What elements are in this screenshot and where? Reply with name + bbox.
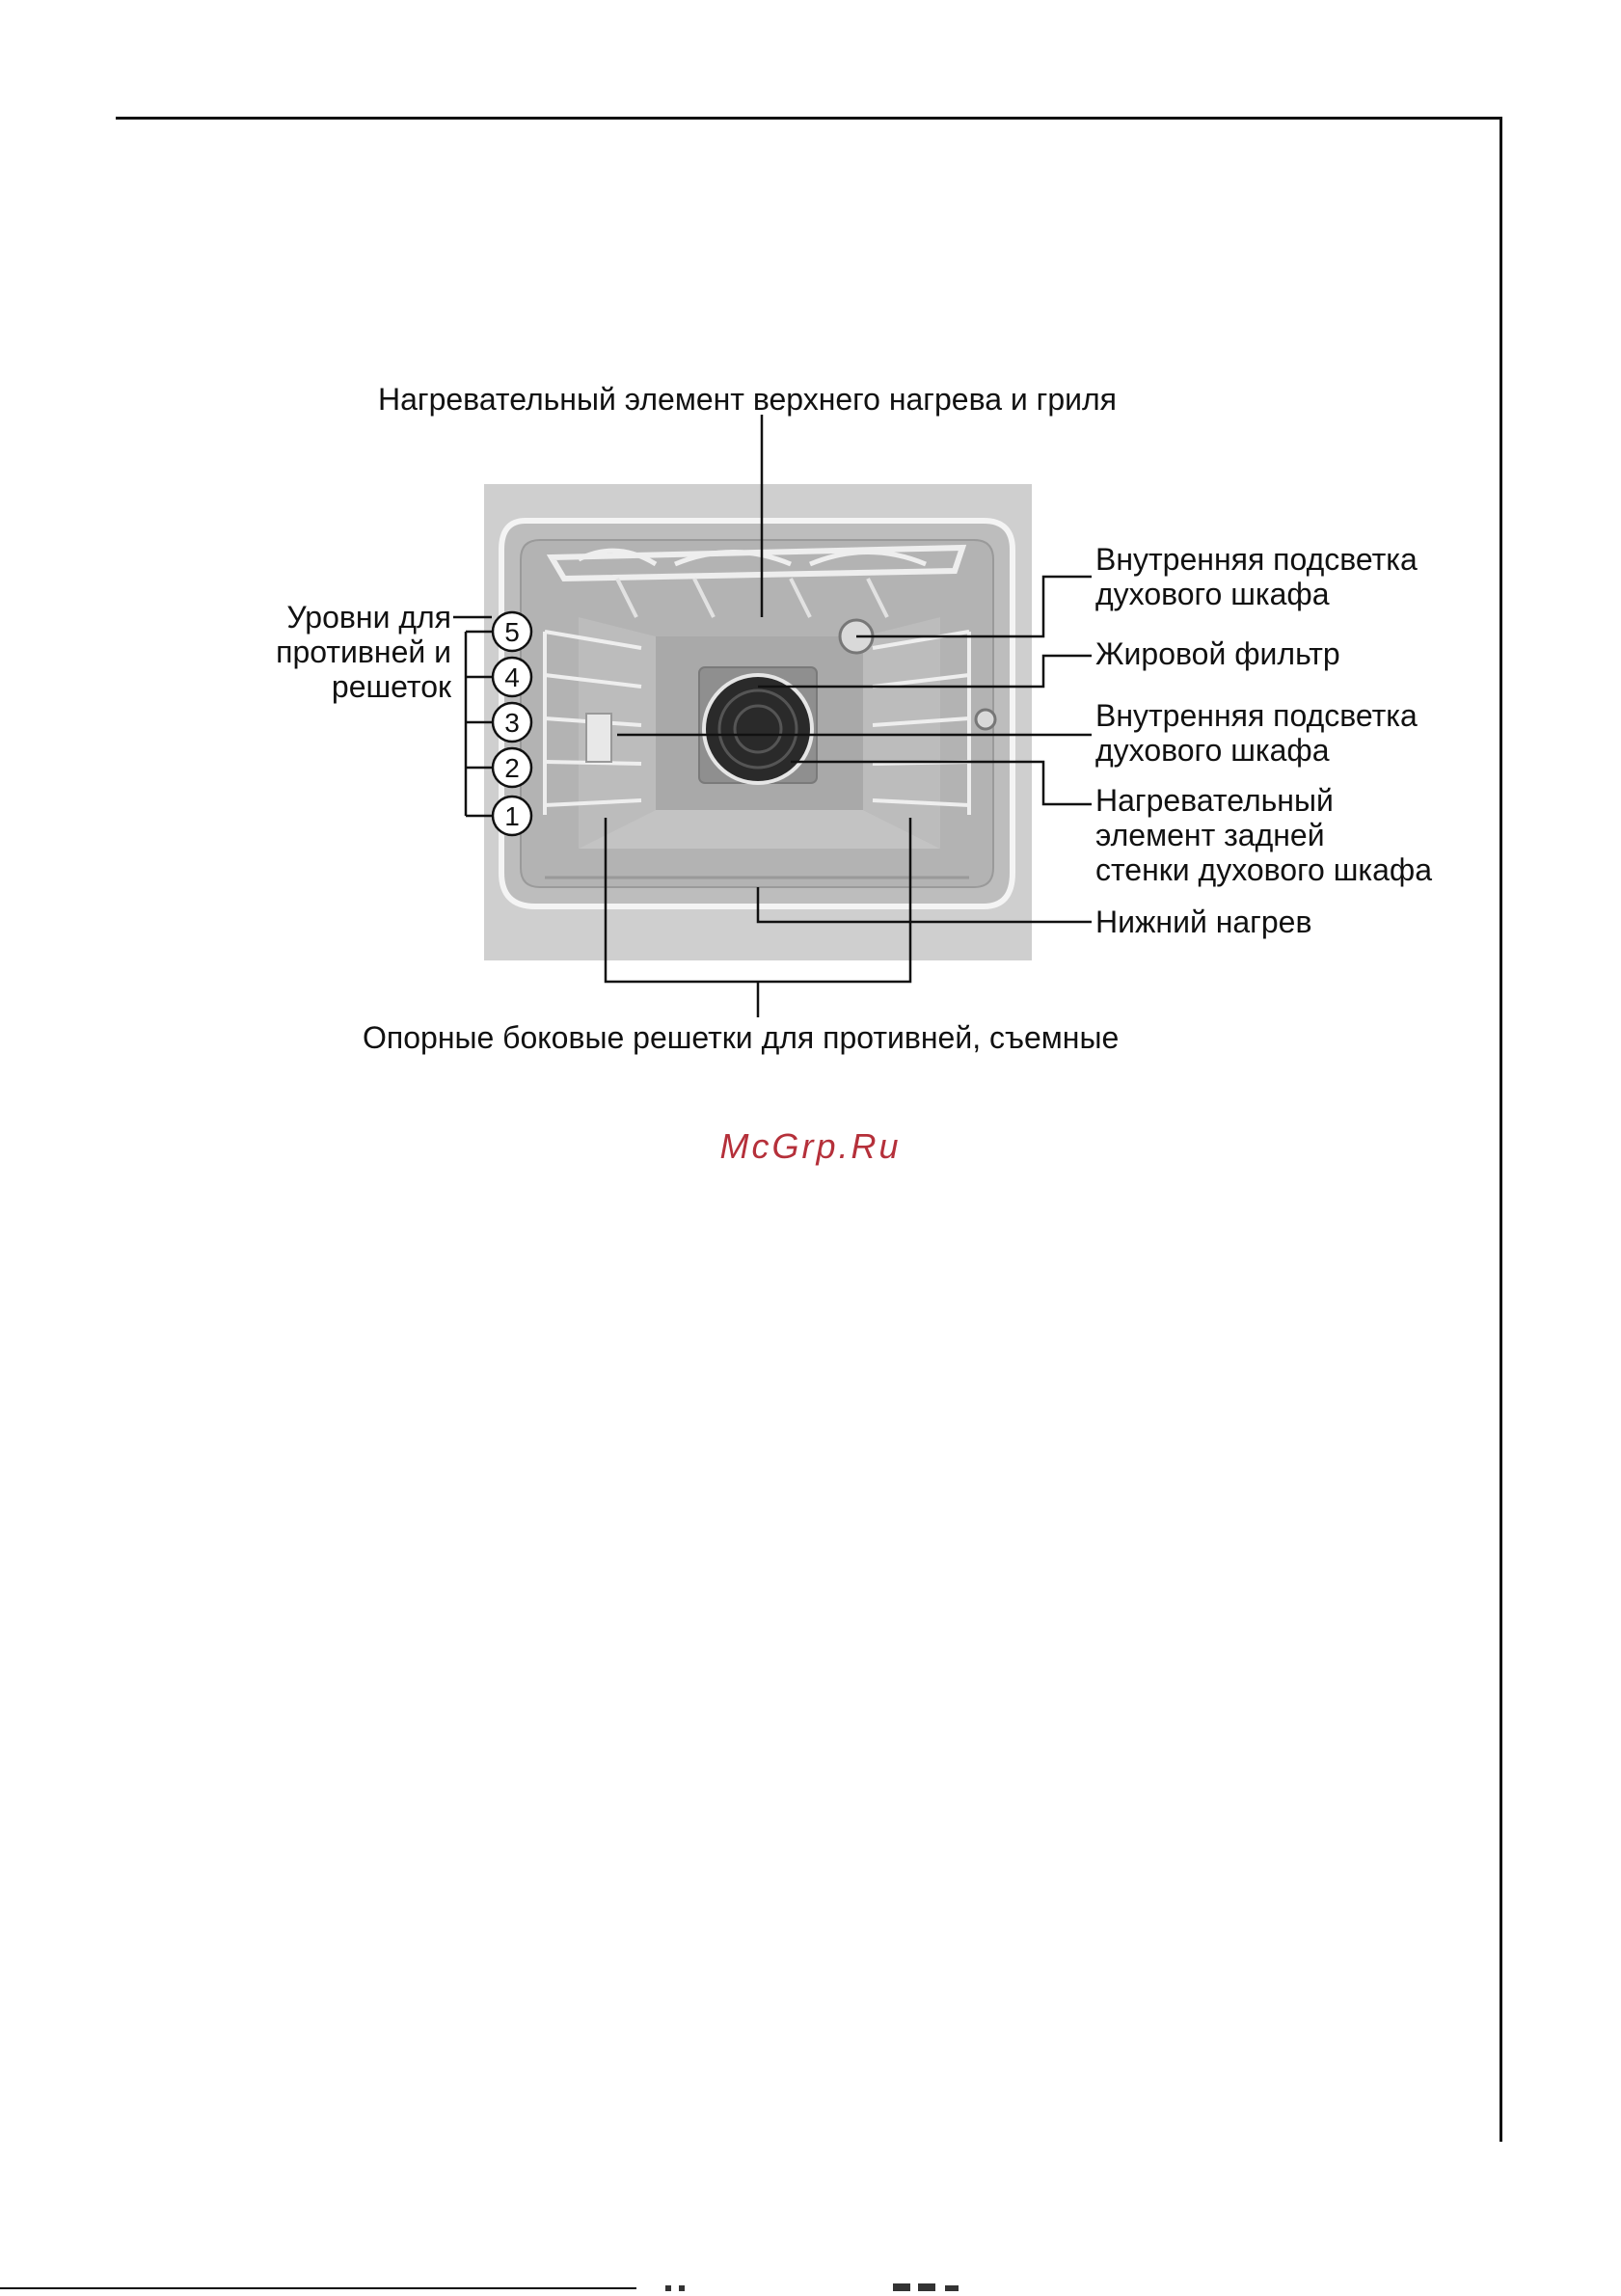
watermark: McGrp.Ru xyxy=(719,1126,902,1166)
label-grease-filter: Жировой фильтр xyxy=(1095,636,1340,671)
level-number-2: 2 xyxy=(504,753,520,783)
label-rear-heating-3: стенки духового шкафа xyxy=(1095,852,1433,887)
label-levels-1: Уровни для xyxy=(286,600,451,635)
label-side-racks: Опорные боковые решетки для противней, съемные xyxy=(363,1020,1120,1055)
level-number-3: 3 xyxy=(504,708,520,738)
label-top-heating: Нагревательный элемент верхнего нагрева и гриля xyxy=(378,382,1117,417)
level-number-5: 5 xyxy=(504,617,520,647)
label-bottom-heating: Нижний нагрев xyxy=(1095,905,1312,939)
side-light xyxy=(976,710,995,729)
level-number-4: 4 xyxy=(504,662,520,692)
label-side-light-2: духового шкафа xyxy=(1095,733,1330,768)
label-top-light-1: Внутренняя подсветка xyxy=(1095,542,1418,577)
label-levels-3: решеток xyxy=(331,669,451,704)
label-rear-heating-1: Нагревательный xyxy=(1095,783,1334,818)
label-side-light-1: Внутренняя подсветка xyxy=(1095,698,1418,733)
level-number-1: 1 xyxy=(504,801,520,831)
label-levels-2: противней и xyxy=(276,635,451,669)
label-top-light-2: духового шкафа xyxy=(1095,577,1330,611)
label-rear-heating-2: элемент задней xyxy=(1095,818,1325,852)
